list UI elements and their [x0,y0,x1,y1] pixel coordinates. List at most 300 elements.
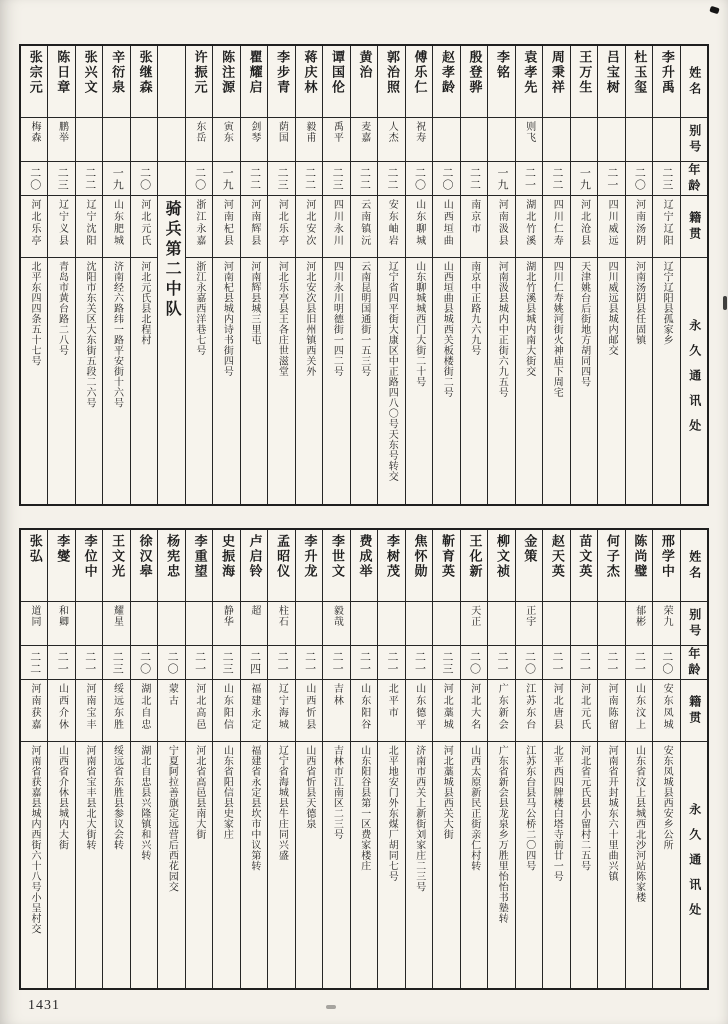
native-place-cell [406,196,432,258]
person-courtesy-name: 耀星 [111,605,123,627]
courtesy-name-cell [296,118,322,162]
name-cell [351,530,377,602]
person-age: 二二 [248,166,261,191]
person-age: 二三 [56,166,69,191]
address-cell [598,742,624,988]
person-courtesy-name: 郁彬 [633,605,645,627]
name-cell [378,46,404,118]
name-cell [131,46,157,118]
address-cell [653,258,679,504]
roster-column [626,46,653,504]
row-header-name: 姓名 [687,65,702,98]
person-native-place: 河北元氏 [578,683,590,731]
person-courtesy-name: 毅甫 [303,121,315,143]
person-native-place: 河北唐县 [551,683,563,731]
native-place-cell [76,196,102,258]
person-name: 李步青 [275,50,291,95]
page-number: 1431 [28,998,60,1013]
name-cell [433,46,459,118]
native-place-cell [571,680,597,742]
person-age: 二一 [303,650,316,675]
age-cell [131,162,157,196]
person-age: 二〇 [660,650,673,675]
person-name: 邢学中 [659,534,675,579]
person-age: 二三 [276,166,289,191]
name-cell [406,46,432,118]
person-native-place: 四川仁寿 [551,199,563,247]
name-cell [406,530,432,602]
address-cell [323,258,349,504]
roster-column [186,530,213,988]
roster-table-bottom [19,528,709,990]
row-header-name-cell [681,530,707,602]
person-name: 张弘 [27,534,43,564]
native-place-cell [653,680,679,742]
address-cell [213,742,239,988]
person-age: 二〇 [523,650,536,675]
roster-column [323,530,350,988]
courtesy-name-cell [378,602,404,646]
courtesy-name-cell [131,602,157,646]
person-native-place: 河南宝丰 [83,683,95,731]
courtesy-name-cell [76,118,102,162]
name-cell [268,530,294,602]
address-cell [186,742,212,988]
person-native-place: 河北沧县 [578,199,590,247]
row-header-native-cell [681,680,707,742]
person-address: 山西垣曲县城西关板楼街二号 [441,261,453,398]
person-name: 杜玉玺 [632,50,648,95]
address-cell [131,258,157,504]
person-address: 济南经六路纬一路平安街十六号 [111,261,123,408]
person-address: 北平西四牌楼白塔寺前廿一号 [551,745,563,882]
native-place-cell [241,680,267,742]
courtesy-name-cell [406,118,432,162]
courtesy-name-cell [653,602,679,646]
name-cell [103,46,129,118]
roster-column [48,46,75,504]
person-courtesy-name: 静华 [221,605,233,627]
address-cell [571,742,597,988]
age-cell [268,162,294,196]
person-name: 傅乐仁 [412,50,428,95]
courtesy-name-cell [241,118,267,162]
person-name: 殷登骅 [467,50,483,95]
row-header-courtesy-cell [681,118,707,162]
address-cell [131,742,157,988]
person-native-place: 河南辉县 [248,199,260,247]
courtesy-name-cell [626,118,652,162]
roster-column [131,530,158,988]
person-age: 二〇 [633,166,646,191]
courtesy-name-cell [598,602,624,646]
person-native-place: 山东肥城 [111,199,123,247]
row-header-native: 籍贯 [687,694,702,727]
native-place-cell [296,680,322,742]
courtesy-name-cell [351,118,377,162]
roster-column [378,530,405,988]
person-name: 靳育英 [439,534,455,579]
person-address: 绥远省东胜县参议会转 [111,745,123,850]
name-cell [186,46,212,118]
native-place-cell [213,196,239,258]
person-native-place: 山西垣曲 [441,199,453,247]
address-cell [103,258,129,504]
name-cell [461,530,487,602]
person-native-place: 江苏东台 [523,683,535,731]
person-native-place: 辽宁海城 [276,683,288,731]
row-header-courtesy: 别号 [687,123,702,156]
person-age: 一九 [578,166,591,191]
person-name: 何子杰 [604,534,620,579]
address-cell [461,258,487,504]
age-cell [103,162,129,196]
native-place-cell [516,196,542,258]
roster-column [406,530,433,988]
person-courtesy-name: 正宇 [523,605,535,627]
person-age: 二一 [605,166,618,191]
person-courtesy-name: 荫国 [276,121,288,143]
person-name: 费成举 [357,534,373,579]
person-native-place: 云南镇沅 [358,199,370,247]
roster-column [76,530,103,988]
person-age: 一九 [221,166,234,191]
age-cell [406,646,432,680]
age-cell [626,162,652,196]
native-place-cell [296,196,322,258]
person-name: 柳文祯 [494,534,510,579]
row-header-age: 年龄 [686,646,701,679]
person-age: 二一 [523,166,536,191]
native-place-cell [488,680,514,742]
native-place-cell [598,196,624,258]
native-place-cell [351,196,377,258]
name-cell [158,530,184,602]
person-age: 二一 [331,650,344,675]
person-address: 辽宁省海城县牛庄同兴盛 [276,745,288,861]
person-age: 二〇 [468,650,481,675]
row-header-column [681,530,707,988]
name-cell [433,530,459,602]
roster-column [461,46,488,504]
person-age: 二〇 [138,166,151,191]
row-header-native-cell [681,196,707,258]
person-name: 卢启铃 [247,534,263,579]
person-address: 沈阳市东关区大东街五段二六号 [83,261,95,408]
person-age: 二二 [550,166,563,191]
courtesy-name-cell [406,602,432,646]
person-name: 李树茂 [385,534,400,579]
person-address: 山西省忻县天德泉 [303,745,315,829]
name-cell [571,46,597,118]
age-cell [543,162,569,196]
person-native-place: 辽宁沈阳 [83,199,95,247]
address-cell [571,258,597,504]
age-cell [433,646,459,680]
person-address: 南京中正路九六九号 [468,261,480,356]
person-age: 二一 [578,650,591,675]
person-courtesy-name: 和卿 [56,605,68,627]
person-native-place: 河南汤阴 [633,199,645,247]
row-header-address: 永久通讯处 [687,802,702,928]
native-place-cell [323,196,349,258]
person-courtesy-name: 超 [248,605,260,616]
age-cell [378,162,404,196]
person-address: 宁夏阿拉善旗定远营后西花园交 [166,745,178,892]
age-cell [461,162,487,196]
person-name: 孟昭仪 [275,534,291,579]
courtesy-name-cell [461,602,487,646]
person-address: 河北省高邑县南大街 [193,745,205,840]
age-cell [653,646,679,680]
person-native-place: 河北安次 [303,199,315,247]
name-cell [241,530,267,602]
name-cell [131,530,157,602]
address-cell [351,258,377,504]
courtesy-name-cell [186,118,212,162]
person-address: 济南市西关上新街刘家庄二三号 [413,745,425,892]
age-cell [76,646,102,680]
native-place-cell [543,680,569,742]
age-cell [158,162,184,196]
scan-artifact [723,296,727,310]
address-cell [158,742,184,988]
courtesy-name-cell [653,118,679,162]
age-cell [488,646,514,680]
name-cell [598,46,624,118]
address-cell [323,742,349,988]
person-name: 许振元 [192,50,208,95]
person-name: 李燮 [55,534,71,564]
person-name: 杨宪忠 [165,534,181,579]
person-name: 谭国伦 [330,50,346,95]
address-cell [543,258,569,504]
courtesy-name-cell [103,602,129,646]
name-cell [213,530,239,602]
name-cell [213,46,239,118]
roster-column [241,46,268,504]
name-cell [653,530,679,602]
native-place-cell [268,196,294,258]
person-courtesy-name: 剑琴 [248,121,260,143]
person-name: 袁孝先 [522,50,538,95]
person-native-place: 山西介休 [56,683,68,731]
name-cell [461,46,487,118]
age-cell [21,646,47,680]
roster-column [296,530,323,988]
roster-column [488,46,515,504]
courtesy-name-cell [103,118,129,162]
person-native-place: 辽宁义县 [56,199,68,247]
person-address: 天津姚台后街地方胡同四号 [578,261,590,387]
person-name: 王万生 [577,50,593,95]
address-cell [296,742,322,988]
age-cell [433,162,459,196]
native-place-cell [653,196,679,258]
roster-column [103,46,130,504]
native-place-cell [406,680,432,742]
address-cell [296,258,322,504]
name-cell [241,46,267,118]
person-native-place: 山东德平 [413,683,425,731]
person-name: 赵孝龄 [439,50,455,95]
person-native-place: 河北乐亭 [28,199,40,247]
person-address: 辽宁辽阳县孤家乡 [661,261,673,345]
person-age: 二一 [605,650,618,675]
age-cell [76,162,102,196]
name-cell [323,46,349,118]
person-courtesy-name: 则飞 [523,121,535,143]
section-divider-column [158,46,185,504]
person-address: 浙江永嘉西洋巷七号 [193,261,205,356]
age-cell [296,162,322,196]
person-address: 四川仁寿姚河街火神庙下周宅 [551,261,563,398]
address-cell [351,742,377,988]
person-address: 河北省元氏县小留村二五号 [578,745,590,871]
person-native-place: 山西忻县 [303,683,315,731]
person-address: 江苏东台县马公桥二〇四号 [523,745,535,871]
courtesy-name-cell [571,118,597,162]
address-cell [241,258,267,504]
person-age: 二二 [386,166,399,191]
address-cell [103,742,129,988]
person-courtesy-name: 梅森 [28,121,40,143]
age-cell [543,646,569,680]
roster-column [131,46,158,504]
native-place-cell [461,680,487,742]
person-age: 二二 [28,650,41,675]
roster-column [268,530,295,988]
row-header-column [681,46,707,504]
person-name: 李升龙 [302,534,318,579]
name-cell [296,46,322,118]
person-native-place: 山东阳信 [221,683,233,731]
roster-column [351,46,378,504]
person-courtesy-name: 鹏举 [56,121,68,143]
section-title: 骑兵第二中队 [163,200,181,320]
courtesy-name-cell [433,118,459,162]
address-cell [21,742,47,988]
native-place-cell [131,196,157,258]
native-place-cell [186,680,212,742]
age-cell [461,646,487,680]
person-age: 二一 [358,650,371,675]
native-place-cell [48,680,74,742]
person-native-place: 辽宁辽阳 [661,199,673,247]
address-cell [76,742,102,988]
person-address: 北平东四四条五十七号 [28,261,40,366]
courtesy-name-cell [516,602,542,646]
roster-column [598,46,625,504]
person-native-place: 河北大名 [468,683,480,731]
person-age: 二一 [633,650,646,675]
age-cell [323,162,349,196]
native-place-cell [131,680,157,742]
native-place-cell [268,680,294,742]
courtesy-name-cell [378,118,404,162]
age-cell [241,646,267,680]
person-name: 史振海 [220,534,236,579]
native-place-cell [241,196,267,258]
person-name: 陈尚璧 [632,534,648,579]
courtesy-name-cell [268,118,294,162]
age-cell [598,646,624,680]
person-name: 周秉祥 [549,50,565,95]
person-name: 郭治照 [385,50,400,95]
person-age: 二〇 [193,166,206,191]
roster-column [433,530,460,988]
age-cell [351,162,377,196]
address-cell [516,258,542,504]
roster-column [653,530,680,988]
age-cell [241,162,267,196]
person-courtesy-name: 祝寿 [413,121,425,143]
name-cell [296,530,322,602]
courtesy-name-cell [323,602,349,646]
name-cell [626,530,652,602]
person-courtesy-name: 寅东 [221,121,233,143]
courtesy-name-cell [516,118,542,162]
name-cell [571,530,597,602]
courtesy-name-cell [296,602,322,646]
person-name: 张继森 [137,50,153,95]
courtesy-name-cell [186,602,212,646]
native-place-cell [516,680,542,742]
address-cell [626,258,652,504]
row-header-age-cell [681,162,707,196]
person-address: 福建省永定县坎市中议第转 [248,745,260,871]
courtesy-name-cell [21,602,47,646]
person-address: 河南汲县城内中正街六九五号 [496,261,508,398]
address-cell [406,258,432,504]
roster-column [48,530,75,988]
courtesy-name-cell [461,118,487,162]
age-cell [213,162,239,196]
address-cell [653,742,679,988]
person-address: 吉林市江南区二三号 [331,745,343,840]
person-address: 辽宁省四平街大康区中正路四八〇号天东号转交 [386,261,398,482]
address-cell [461,742,487,988]
courtesy-name-cell [488,602,514,646]
person-age: 一九 [495,166,508,191]
roster-column [21,530,48,988]
person-native-place: 福建永定 [248,683,260,731]
person-age: 二三 [660,166,673,191]
native-place-cell [103,196,129,258]
name-cell [103,530,129,602]
person-age: 二三 [331,166,344,191]
person-name: 辛衍泉 [110,50,126,95]
name-cell [323,530,349,602]
native-place-cell [21,680,47,742]
address-cell [76,258,102,504]
person-courtesy-name: 麦嘉 [358,121,370,143]
age-cell [48,646,74,680]
roster-column [543,46,570,504]
courtesy-name-cell [131,118,157,162]
person-age: 二〇 [413,166,426,191]
person-address: 山东省阳信县史家庄 [221,745,233,840]
person-address: 河南辉县城三里屯 [248,261,260,345]
roster-column [213,530,240,988]
native-place-cell [103,680,129,742]
row-header-address-cell [681,742,707,988]
person-native-place: 河南杞县 [221,199,233,247]
person-courtesy-name: 荣九 [661,605,673,627]
person-age: 二二 [358,166,371,191]
row-header-name: 姓名 [687,549,702,582]
row-header-courtesy: 别号 [687,607,702,640]
